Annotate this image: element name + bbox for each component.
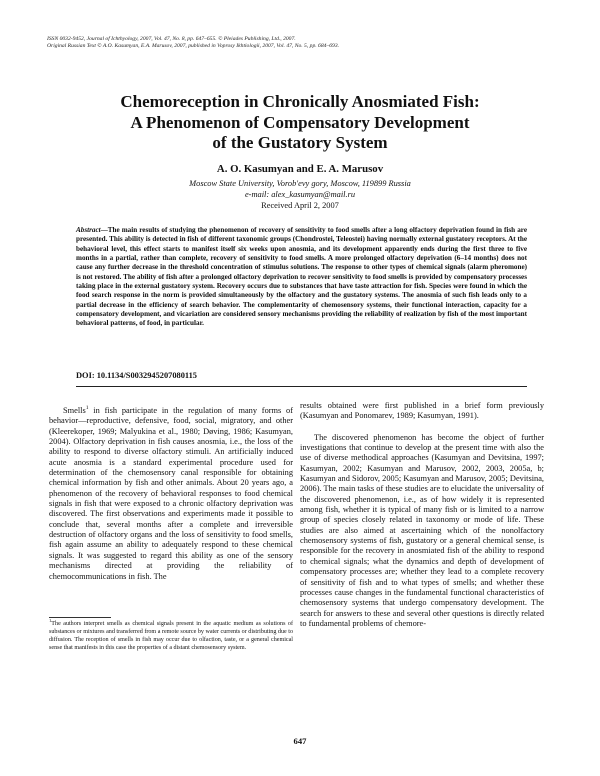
footnote <box>49 618 293 653</box>
body-column-right <box>300 401 544 629</box>
footnote-marker: 1 <box>85 405 89 412</box>
body-column-left <box>49 406 293 582</box>
footnote-divider <box>49 617 111 618</box>
footnote-text: The authors interpret smells as chemical signals present in the aquatic medium as solutions of substances or mixtures and transferred from a remote source by water currents or distributing due to diffusion. The reception of smells in fish may occur due to olfaction, taste, or a general chemical sense that manifests in this case the properties of a distant chemosensory system. <box>49 621 293 651</box>
abstract-divider <box>76 386 527 387</box>
abstract-text: —The main results of studying the phenomenon of recovery of sensitivity to food smells after a long olfactory deprivation found in fish are presented. This ability is detected in fish of different taxonomic groups (Chondrostei, Teleostei) having normally external gustatory receptors. At the behavioral level, this effect starts to manifest itself six weeks upon anosmia, and its development apparently ends during the first three to five months in a partial, rather than complete, recovery of sensitivity to food smells. A more prolonged olfactory deprivation (6–14 months) does not cause any further decrease in the threshold concentration of stimulus solutions. The response to other types of chemical signals (alarm pheromone) is not restored. The ability of fish after a prolonged olfactory deprivation to recover sensitivity to food smells is provided by compensatory processes taking place in the external gustatory system. Recovery occurs due to substances that have taste attraction for fish. Species were found in which the food search response in the norm is provided simultaneously by the olfactory and the gustatory systems. The anosmia of such fish leads only to a partial decrease in the efficiency of search behavior. The complementarity of chemosensory systems, their functional interaction, capacity for a compensatory development, and vicariation are considered sensory mechanisms providing the reliability of realization by fish of the most important behavioral patterns, of food, in particular. <box>76 226 527 328</box>
footnote-marker: 1 <box>49 618 52 623</box>
original-text-line: Original Russian Text © A.O. Kasumyan, E.A. Marusov, 2007, published in Voprosy Ikhtiologii, 2007, Vol. 47, No. 5, pp. 684–693. <box>47 43 340 50</box>
abstract <box>76 226 527 329</box>
paragraph-text: in fish participate in the regulation of many forms of behavior—reproductive, defensive, food, social, migratory, and other (Kleerekoper, 1969; Malyukina et al., 1980; Døving, 1986; Kasumyan, 2004). Olfactory deprivation in fish causes anosmia, i.e., the loss of the ability to respond to diverse olfactory stimuli. An artificially induced acute anosmia is a standard experimental procedure used for determination of the chemosensory canal responsible for obtaining chemical information by fish and other animals. About 20 years ago, a phenomenon of the recovery of behavioral responses to food chemical signals in fish that were exposed to a chronic olfactory deprivation was discovered. The first observations and experiments made it possible to conclude that, several months after a complete and irreversible destruction of olfactory organs and the loss of sensitivity to food smells, fish again assume an ability to adequately respond to these chemical signals. It was suggested to regard this ability as one of the sensory mechanisms directed at providing the reliability of chemocommunications in fish. The <box>49 406 293 581</box>
paragraph <box>49 406 293 582</box>
title-line: of the Gustatory System <box>212 133 388 152</box>
paragraph: results obtained were first published in a brief form previously (Kasumyan and Ponomarev, 1989; Kasumyan, 1991). <box>300 401 544 421</box>
received-date: Received April 2, 2007 <box>261 201 339 210</box>
abstract-label: Abstract <box>76 226 101 234</box>
title-line: A Phenomenon of Compensatory Development <box>130 112 470 132</box>
paragraph: The discovered phenomenon has become the object of further investigations that continue to develop at the present time with also the use of diverse methodical approaches (Kasumyan and Devitsina, 1997; Kasumyan, 2002; Kasumyan and Marusov, 2002, 2003, 2005a, b; Kasumyan and Sidorov, 2005; Kasumyan and Marusov, 2005; Devitsina, 2006). The main tasks of these studies are to elucidate the universality of the discovered phenomenon, i.e., as of how widely it is represented among fish, whether it is typical of many fish or is limited to a narrow group of species closely related in taxonomy or mode of life. These studies are also aimed at ascertaining which of the nonolfactory chemosensory systems of fish, gustatory or a general chemical sense, is responsible for the recovery in anosmiated fish of the ability to respond to chemical signals; what the dynamics and depth of development of compensatory processes are; whether they lead to a complete recovery of sensitivity of fish and to what types of smells; and whether these processes cause changes in the fundamental functional characteristics of chemosensory systems that undergo compensatory development. The search for answers to these and several other questions is directly related to fundamental problems of chemore- <box>300 432 544 628</box>
paragraph-start: Smells <box>63 406 86 415</box>
authors: A. O. Kasumyan and E. A. Marusov <box>216 163 384 175</box>
affiliation: Moscow State University, Vorob'evy gory, Moscow, 119899 Russia <box>189 179 411 188</box>
page-number: 647 <box>293 736 307 746</box>
article-title <box>50 92 550 154</box>
journal-citation-line: ISSN 0032-9452, Journal of Ichthyology, 2007, Vol. 47, No. 8, pp. 647–655. © Pleiades Publishing, Ltd., 2007. <box>47 36 296 42</box>
journal-header <box>47 36 567 51</box>
title-line: Chemoreception in Chronically Anosmiated Fish: <box>120 92 480 111</box>
doi: DOI: 10.1134/S0032945207080115 <box>76 371 197 380</box>
email: e-mail: alex_kasumyan@mail.ru <box>244 190 356 199</box>
affiliation-block <box>50 178 550 211</box>
